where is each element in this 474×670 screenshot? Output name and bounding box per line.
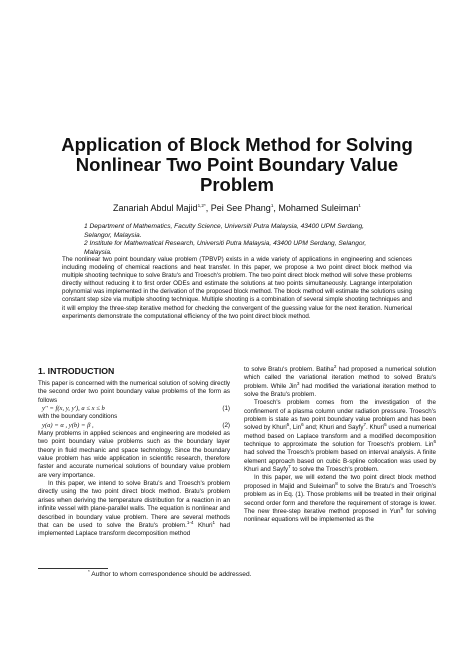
text-run: had proposed a numerical solution which called the variational iteration method to solved Bratu's problem. While Jin — [244, 366, 436, 390]
author-name: Zanariah Abdul Majid — [113, 203, 198, 213]
footnote-rule — [38, 568, 108, 569]
equation-text: y'' = f(x, y, y'), a ≤ x ≤ b — [42, 405, 105, 413]
affiliation-1: 1 Department of Mathematics, Faculty Science, Universiti Putra Malaysia, 43400 UPM Serdang, Selangor, Malaysia. — [84, 223, 364, 239]
citation: 9 — [400, 505, 404, 511]
paragraph: with the boundary conditions — [38, 413, 118, 421]
text-run: . Khuri — [366, 424, 385, 432]
equation-2 — [38, 422, 230, 430]
citation: 5 — [384, 422, 387, 428]
author-affiliation-mark: 1,2* — [197, 203, 206, 208]
text-run: , Lin — [289, 424, 302, 432]
author-affiliation-mark: 1 — [270, 203, 274, 208]
section-heading: 1. INTRODUCTION — [38, 366, 115, 376]
paragraph — [244, 474, 436, 524]
paragraph: This paper is concerned with the numerical solution of solving directly the second order two point boundary value problems of the form as follows — [38, 380, 230, 404]
equation-number: (2) — [222, 421, 230, 429]
equation-number: (1) — [222, 405, 230, 413]
text-run: to solve Bratu's problem. Batiha — [244, 366, 334, 373]
citation: 2 — [333, 363, 337, 369]
citation: 1 — [212, 519, 216, 525]
citation: 7 — [363, 422, 367, 428]
text-run: Troesch's problem comes from the investigation of the confinement of a plasma column under radiation pressure. Troesch's problem is state as two point boundary value problem and has been solved by Khuri — [244, 399, 436, 432]
paragraph — [244, 363, 436, 399]
right-column — [244, 363, 436, 525]
title-line: Nonlinear Two Point Boundary Value — [75, 154, 399, 175]
paragraph — [244, 399, 436, 474]
citation: 6 — [301, 422, 304, 428]
text-run: had implemented Laplace transform decomposition method — [38, 521, 230, 538]
paper-title — [40, 135, 434, 195]
affiliation-2: 2 Institute for Mathematical Research, Universiti Putra Malaysia, 43400 UPM Serdang, Selangor, Malaysia. — [84, 240, 367, 256]
author-name: , Mohamed Suleiman — [273, 203, 359, 213]
author-name: , Pei See Phang — [205, 203, 271, 213]
footnote-text: Author to whom correspondence should be addressed. — [91, 571, 252, 578]
paragraph: Many problems in applied sciences and engineering are modeled as two point boundary value problems such as the boundary layer theory in fluid mechanic and space technology. Since the boundary value problem has wide application in scientific research, therefore faster and accurate numerical solutions of boundary value problem are very importance. — [38, 430, 230, 479]
abstract-text: The nonlinear two point boundary value problem (TPBVP) exists in a wide variety of applications in engineering and sciences including modeling of chemical reactions and heat transfer. In this paper, we propose a two point direct block method via multiple shooting technique to solve Bratu's and Troesch's problem. The two point direct block method will solve these problems directly without reducing it to first order ODEs and estimate the solutions at two points simultaneously. Lagrange interpolation polynomial was implemented in the derivation of the proposed block method. The block method will estimate the solutions using constant step size via multiple shooting technique. Multiple shooting is a combination of several simple shooting techniques and it will employ the three-step iterative method for checking the convergent of the guessing value for the next iteration. Numerical experiments demonstrate the computational efficiency of the two point direct block method. — [62, 256, 412, 320]
text-run: had modified the variational iteration method to solve the Bratu's problem. — [244, 382, 436, 399]
title-line: Application of Block Method for Solving — [61, 134, 413, 155]
text-run: In this paper, we will extend the two point direct block method proposed in Majid and Suleiman — [244, 474, 436, 490]
text-run: for solving nonlinear equations will be implemented as the — [244, 507, 436, 524]
equation-1 — [38, 405, 230, 413]
text-run: to solve the Bratu's and Troesch's problem as in Eq. (1). Those problems will be treated in their original second order form and therefore the requirement of storage is lower. The new three-step iterative method proposed in Yun — [244, 482, 436, 515]
citation: 7 — [288, 464, 291, 470]
citation: 6 — [433, 439, 436, 445]
citation: 1-4 — [186, 519, 194, 525]
text-run: In this paper, we intend to solve Bratu's and Troesch's problem directly using the two point direct block method. Bratu's problem arises when deriving the temperature distribution for a reaction in an infinite vessel with plane-parallel walls. The equation is nonlinear and described in boundary value problem. There are several methods that can be used to solve the Bratu's problem. — [38, 480, 230, 529]
text-run: and; Khuri and Sayfy — [303, 424, 364, 432]
citation: 8 — [335, 480, 338, 486]
author-affiliation-mark: 1 — [358, 203, 361, 208]
paragraph — [38, 480, 230, 538]
left-column — [38, 380, 230, 539]
text-run: used a numerical method based on Laplace transform and a modified decomposition technique to approximate the solution for Troesch's problem. Lin — [244, 424, 436, 449]
text-run: Khuri — [193, 521, 213, 529]
footnote — [88, 568, 252, 578]
equation-text: y(a) = α , y(b) = β , — [42, 421, 94, 429]
author-list — [40, 203, 434, 213]
citation: 3 — [296, 380, 300, 386]
text-run: to solve the Troesch's problem. — [290, 466, 379, 474]
title-line: Problem — [199, 174, 275, 195]
citation: 5 — [286, 422, 290, 428]
footnote-mark: * — [88, 568, 90, 574]
text-run: had solved the Troesch's problem based on interval analysis. A finite element approach based on cubic B-spline collocation was used by Khuri and Sayfy — [244, 449, 436, 474]
